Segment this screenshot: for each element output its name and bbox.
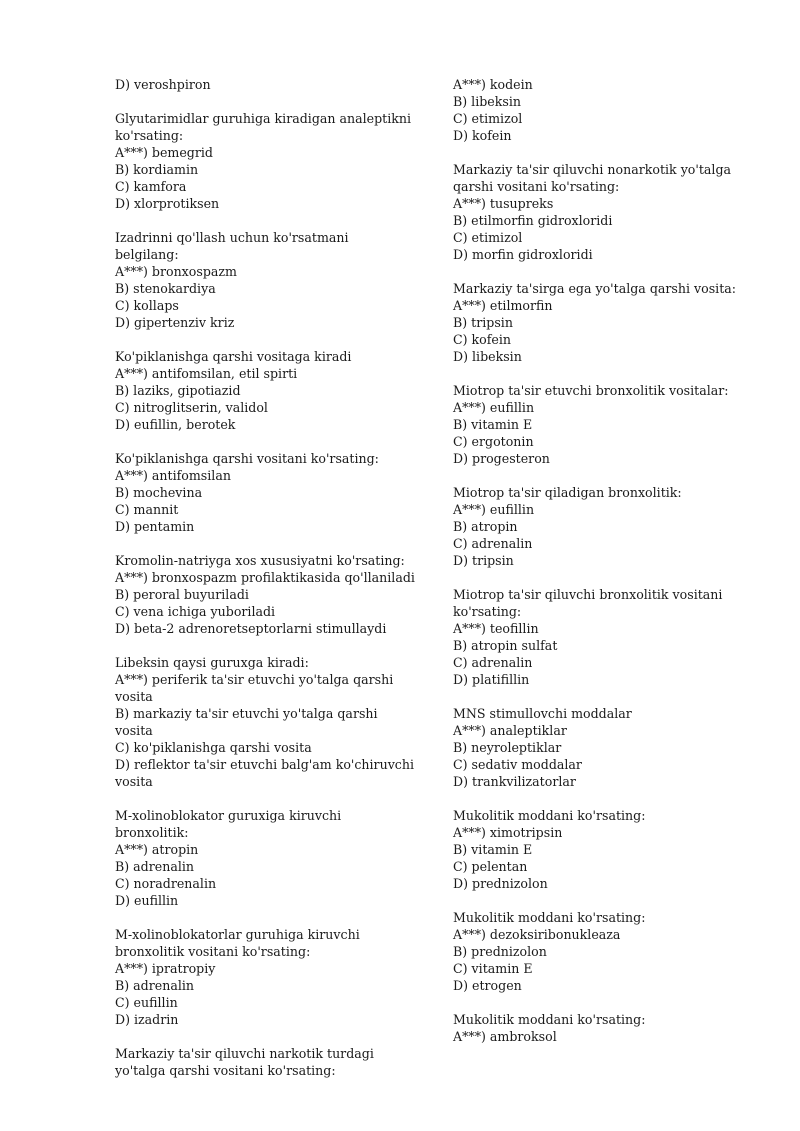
blank-line [115,433,415,450]
question-text: Mukolitik moddani ko'rsating: [453,910,646,925]
right-column [453,76,753,1045]
answer-option: D) morfin gidroxloridi [453,247,593,262]
answer-option: B) laziks, gipotiazid [115,383,241,398]
answer-option: C) nitroglitserin, validol [115,400,268,415]
answer-option: D) reflektor ta'sir etuvchi balg'am ko'chiruvchi [115,757,414,772]
answer-option: C) etimizol [453,230,523,245]
blank-line [453,790,753,807]
blank-line [453,144,753,161]
correct-answer-option: A***) dezoksiribonukleaza [453,927,621,942]
answer-option: D) izadrin [115,1012,179,1027]
answer-option: C) mannit [115,502,179,517]
correct-answer-option: A***) etilmorfin [453,298,553,313]
blank-line [115,535,415,552]
question-text: Markaziy ta'sir qiluvchi narkotik turdagi [115,1046,374,1061]
answer-option: C) pelentan [453,859,528,874]
correct-answer-option: A***) tusupreks [453,196,554,211]
question-text: Miotrop ta'sir qiluvchi bronxolitik vositani [453,587,723,602]
answer-option: B) neyroleptiklar [453,740,562,755]
answer-option: D) etrogen [453,978,522,993]
blank-line [115,637,415,654]
question-text: Glyutarimidlar guruhiga kiradigan analeptikni [115,111,412,126]
answer-option: D) gipertenziv kriz [115,315,235,330]
blank-line [453,892,753,909]
answer-option: C) sedativ moddalar [453,757,582,772]
question-text: Miotrop ta'sir qiladigan bronxolitik: [453,485,682,500]
blank-line [453,467,753,484]
correct-answer-option: A***) eufillin [453,502,535,517]
question-text: Libeksin qaysi guruxga kiradi: [115,655,309,670]
question-text: MNS stimullovchi moddalar [453,706,632,721]
answer-option: C) ko'piklanishga qarshi vosita [115,740,312,755]
blank-line [115,331,415,348]
answer-option: C) adrenalin [453,655,533,670]
correct-answer-option: A***) bronxospazm [115,264,237,279]
question-text: ko'rsating: [453,604,522,619]
answer-option: B) vitamin E [453,417,533,432]
answer-option: C) vena ichiga yuboriladi [115,604,276,619]
answer-option: B) vitamin E [453,842,533,857]
answer-option: B) prednizolon [453,944,547,959]
correct-answer-option: A***) bronxospazm profilaktikasida qo'llaniladi [115,570,415,585]
answer-option: D) eufillin, berotek [115,417,236,432]
answer-option: C) eufillin [115,995,178,1010]
correct-answer-option: A***) analeptiklar [453,723,567,738]
correct-answer-option: A***) ambroksol [453,1029,557,1044]
correct-answer-option: A***) teofillin [453,621,539,636]
correct-answer-option: A***) antifomsilan [115,468,231,483]
question-text: M-xolinoblokatorlar guruhiga kiruvchi [115,927,360,942]
question-text: M-xolinoblokator guruxiga kiruvchi [115,808,342,823]
answer-option: B) adrenalin [115,978,194,993]
answer-option: B) mochevina [115,485,203,500]
answer-option: B) markaziy ta'sir etuvchi yo'talga qarshi vosita [115,706,382,738]
answer-option: B) peroral buyuriladi [115,587,249,602]
correct-answer-option: A***) ximotripsin [453,825,563,840]
blank-line [115,93,415,110]
answer-option: D) platifillin [453,672,530,687]
answer-option: B) tripsin [453,315,513,330]
question-text: vosita [115,774,153,789]
answer-option: C) ergotonin [453,434,534,449]
question-text: Ko'piklanishga qarshi vositaga kiradi [115,349,352,364]
answer-option: D) tripsin [453,553,514,568]
answer-option: C) kollaps [115,298,179,313]
blank-line [115,1028,415,1045]
answer-option: D) trankvilizatorlar [453,774,576,789]
blank-line [115,790,415,807]
answer-option: C) noradrenalin [115,876,217,891]
question-text: Mukolitik moddani ko'rsating: [453,1012,646,1027]
answer-option: D) kofein [453,128,512,143]
blank-line [453,569,753,586]
blank-line [115,909,415,926]
answer-option: D) pentamin [115,519,195,534]
question-text: Miotrop ta'sir etuvchi bronxolitik vositalar: [453,383,729,398]
question-text: Ko'piklanishga qarshi vositani ko'rsating: [115,451,379,466]
answer-option: D) eufillin [115,893,179,908]
answer-option: D) veroshpiron [115,77,211,92]
correct-answer-option: A***) eufillin [453,400,535,415]
question-text: vosita [115,689,153,704]
answer-option: D) libeksin [453,349,522,364]
question-text: Kromolin-natriyga xos xususiyatni ko'rsating: [115,553,405,568]
answer-option: D) prednizolon [453,876,548,891]
question-text: yo'talga qarshi vositani ko'rsating: [115,1063,336,1078]
blank-line [453,263,753,280]
question-text: bronxolitik vositani ko'rsating: [115,944,311,959]
correct-answer-option: A***) bemegrid [115,145,213,160]
left-column [115,76,415,1079]
blank-line [453,365,753,382]
question-text: ko'rsating: [115,128,184,143]
answer-option: B) atropin [453,519,518,534]
correct-answer-option: A***) ipratropiy [115,961,216,976]
correct-answer-option: A***) periferik ta'sir etuvchi yo'talga qarshi [115,672,394,687]
question-text: Markaziy ta'sirga ega yo'talga qarshi vosita: [453,281,737,296]
answer-option: D) progesteron [453,451,550,466]
answer-option: C) vitamin E [453,961,533,976]
correct-answer-option: A***) atropin [115,842,199,857]
answer-option: C) etimizol [453,111,523,126]
answer-option: C) kamfora [115,179,187,194]
answer-option: C) kofein [453,332,512,347]
question-text: bronxolitik: [115,825,189,840]
answer-option: D) beta-2 adrenoretseptorlarni stimullaydi [115,621,387,636]
blank-line [453,688,753,705]
question-text: Mukolitik moddani ko'rsating: [453,808,646,823]
answer-option: B) stenokardiya [115,281,216,296]
correct-answer-option: A***) kodein [453,77,533,92]
answer-option: D) xlorprotiksen [115,196,220,211]
answer-option: B) etilmorfin gidroxloridi [453,213,613,228]
correct-answer-option: A***) antifomsilan, etil spirti [115,366,298,381]
answer-option: B) atropin sulfat [453,638,558,653]
blank-line [115,212,415,229]
question-text: Markaziy ta'sir qiluvchi nonarkotik yo'talga [453,162,732,177]
blank-line [453,994,753,1011]
question-text: qarshi vositani ko'rsating: [453,179,620,194]
question-text: Izadrinni qo'llash uchun ko'rsatmani belgilang: [115,230,353,262]
answer-option: B) libeksin [453,94,521,109]
answer-option: B) adrenalin [115,859,194,874]
answer-option: B) kordiamin [115,162,199,177]
answer-option: C) adrenalin [453,536,533,551]
